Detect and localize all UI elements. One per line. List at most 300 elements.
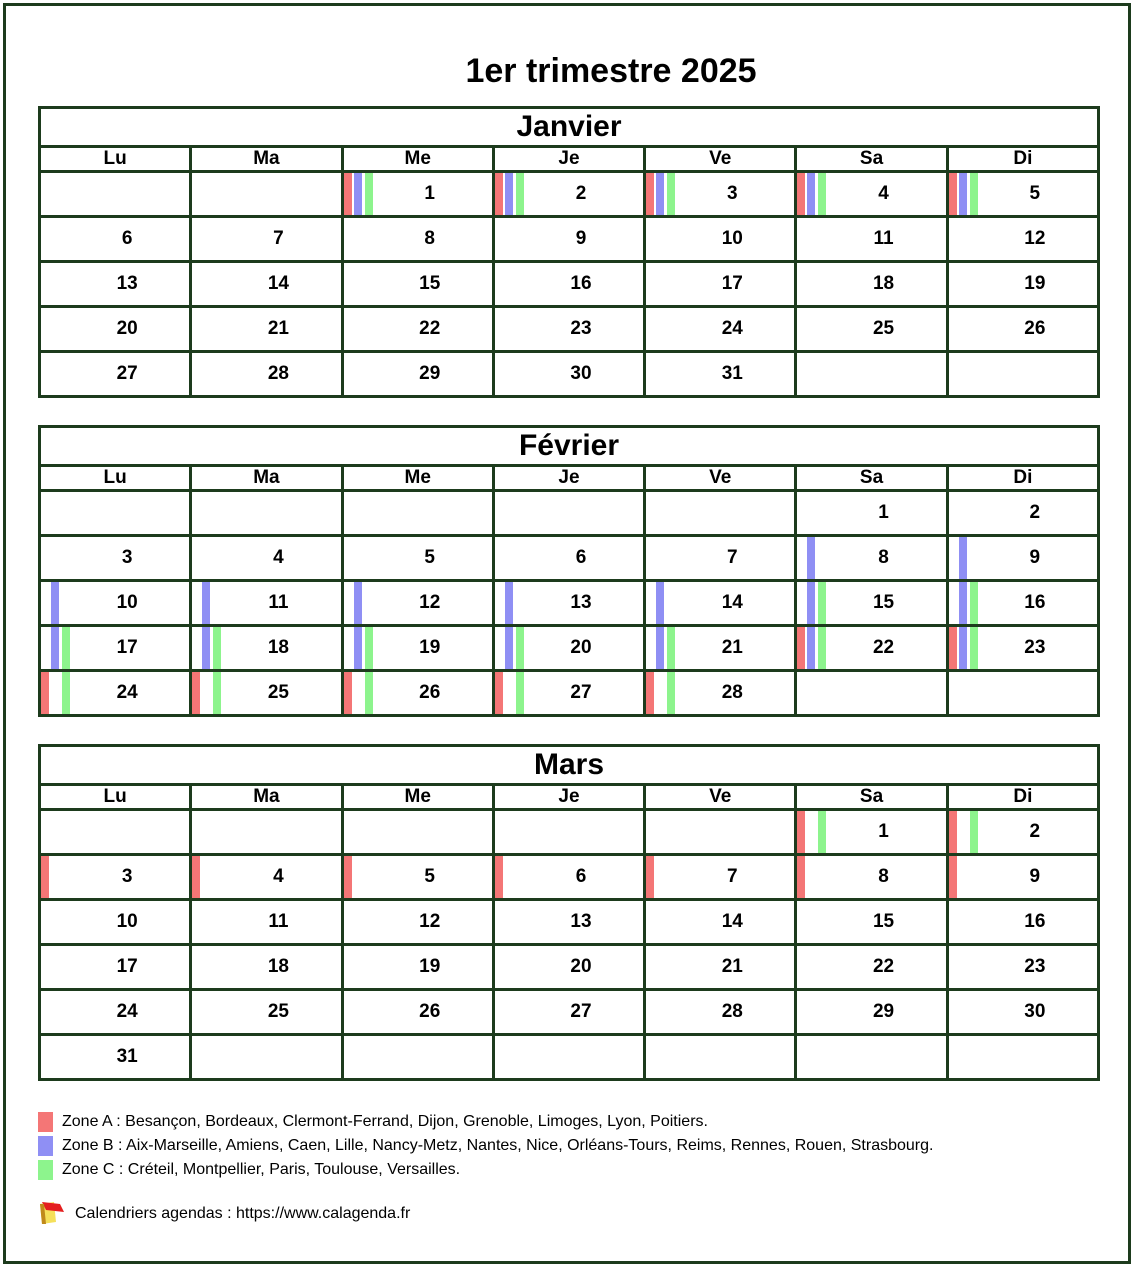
day-cell[interactable] (191, 307, 342, 352)
day-number: 31 (721, 363, 743, 384)
day-number: 5 (1029, 183, 1041, 204)
day-cell[interactable] (40, 945, 191, 990)
day-cell[interactable] (493, 900, 644, 945)
week-row (40, 536, 1099, 581)
day-cell[interactable] (645, 172, 796, 217)
week-row (40, 307, 1099, 352)
zone-a-holiday-bar (646, 173, 654, 215)
day-cell[interactable] (40, 581, 191, 626)
day-number: 18 (267, 956, 289, 977)
footer (38, 1200, 410, 1228)
day-cell[interactable] (796, 536, 947, 581)
day-number: 7 (726, 547, 738, 568)
zone-c-holiday-bar (62, 672, 70, 714)
day-number: 16 (570, 273, 592, 294)
zone-b-holiday-bar (959, 627, 967, 669)
day-number: 2 (1029, 821, 1041, 842)
day-number: 20 (570, 956, 592, 977)
day-cell (645, 491, 796, 536)
day-cell[interactable] (493, 536, 644, 581)
day-number: 7 (273, 228, 284, 249)
day-number: 9 (1029, 547, 1041, 568)
day-cell[interactable] (40, 671, 191, 716)
zone-c-holiday-bar (818, 582, 826, 624)
zone-a-holiday-bar (344, 173, 352, 215)
week-row (40, 491, 1099, 536)
day-cell[interactable] (947, 536, 1098, 581)
weekday-header: Me (342, 785, 493, 810)
day-cell (191, 1035, 342, 1080)
day-number: 21 (721, 637, 743, 658)
day-number: 15 (419, 273, 441, 294)
day-number: 9 (1029, 866, 1041, 887)
day-cell[interactable] (796, 626, 947, 671)
week-row (40, 352, 1099, 397)
day-cell[interactable] (947, 810, 1098, 855)
day-cell[interactable] (493, 581, 644, 626)
day-number: 4 (878, 183, 889, 204)
day-number: 14 (721, 911, 743, 932)
day-number: 1 (878, 502, 889, 523)
weekday-header: Ve (645, 147, 796, 172)
day-cell[interactable] (191, 581, 342, 626)
day-cell[interactable] (191, 626, 342, 671)
day-number: 17 (721, 273, 743, 294)
day-cell[interactable] (191, 671, 342, 716)
day-cell[interactable] (342, 307, 493, 352)
zone-c-holiday-bar (516, 173, 524, 215)
zone-a-holiday-bar (797, 811, 805, 853)
weekday-header: Ma (191, 785, 342, 810)
zone-a-holiday-bar (192, 856, 200, 898)
day-cell (947, 671, 1098, 716)
day-cell (191, 810, 342, 855)
week-row (40, 581, 1099, 626)
day-cell[interactable] (342, 352, 493, 397)
day-cell[interactable] (947, 217, 1098, 262)
week-row (40, 855, 1099, 900)
zone-legend (38, 1110, 933, 1182)
weekday-header: Di (947, 785, 1098, 810)
day-number (557, 502, 581, 523)
day-number: 18 (267, 637, 289, 658)
day-number: 13 (570, 911, 592, 932)
day-cell[interactable] (796, 307, 947, 352)
day-cell[interactable] (947, 581, 1098, 626)
zone-b-holiday-bar (505, 173, 513, 215)
zone-a-holiday-bar (192, 672, 200, 714)
day-cell (493, 810, 644, 855)
day-number (860, 363, 884, 384)
day-cell[interactable] (947, 262, 1098, 307)
day-number: 5 (424, 866, 435, 887)
day-cell (342, 491, 493, 536)
zone-b-holiday-bar (959, 537, 967, 579)
day-number: 16 (1024, 911, 1046, 932)
zone-a-holiday-bar (949, 811, 957, 853)
day-cell (493, 1035, 644, 1080)
day-cell[interactable] (645, 307, 796, 352)
week-row (40, 671, 1099, 716)
legend-text: Zone A : Besançon, Bordeaux, Clermont-Ferrand, Dijon, Grenoble, Limoges, Lyon, Poitiers. (62, 1113, 708, 1130)
day-number (103, 502, 127, 523)
week-row (40, 626, 1099, 671)
day-number: 17 (116, 637, 138, 658)
day-number: 27 (116, 363, 138, 384)
zone-c-holiday-bar (365, 627, 373, 669)
day-number: 16 (1024, 592, 1046, 613)
day-number (860, 682, 884, 703)
zone-c-holiday-bar (213, 627, 221, 669)
day-cell[interactable] (493, 671, 644, 716)
day-number: 1 (424, 183, 435, 204)
zone-b-holiday-bar (959, 582, 967, 624)
week-row (40, 900, 1099, 945)
day-cell (342, 1035, 493, 1080)
zone-c-holiday-bar (667, 173, 675, 215)
day-number: 3 (726, 183, 738, 204)
day-cell[interactable] (40, 900, 191, 945)
weekday-header: Lu (40, 147, 191, 172)
day-number: 4 (273, 866, 284, 887)
day-cell[interactable] (796, 491, 947, 536)
zone-c-holiday-bar (818, 627, 826, 669)
zone-a-holiday-bar (41, 856, 49, 898)
day-cell[interactable] (342, 217, 493, 262)
day-number: 8 (878, 547, 889, 568)
day-cell (947, 352, 1098, 397)
day-number (1011, 1046, 1035, 1067)
day-number (406, 502, 430, 523)
zone-c-holiday-bar (365, 672, 373, 714)
month-grid (38, 425, 1100, 717)
day-cell[interactable] (645, 671, 796, 716)
day-number: 10 (116, 911, 138, 932)
day-number: 6 (575, 866, 587, 887)
month-title: Janvier (40, 108, 1099, 147)
day-cell (493, 491, 644, 536)
day-cell[interactable] (342, 945, 493, 990)
zone-a-holiday-bar (797, 627, 805, 669)
day-number: 28 (721, 682, 743, 703)
day-cell[interactable] (342, 900, 493, 945)
day-cell[interactable] (645, 581, 796, 626)
day-number: 24 (116, 682, 138, 703)
day-cell[interactable] (796, 262, 947, 307)
day-number: 6 (575, 547, 587, 568)
day-cell[interactable] (645, 900, 796, 945)
day-cell[interactable] (947, 626, 1098, 671)
day-number: 25 (267, 1001, 289, 1022)
zone-c-holiday-bar (667, 627, 675, 669)
day-cell[interactable] (191, 855, 342, 900)
day-cell[interactable] (40, 536, 191, 581)
day-number: 12 (419, 592, 441, 613)
day-number (254, 502, 278, 523)
day-number: 20 (116, 318, 138, 339)
zone-a-holiday-bar (949, 856, 957, 898)
day-cell[interactable] (645, 855, 796, 900)
day-number: 23 (1024, 637, 1046, 658)
day-cell[interactable] (796, 581, 947, 626)
zone-c-holiday-bar (818, 173, 826, 215)
day-cell[interactable] (40, 990, 191, 1035)
footer-text[interactable]: Calendriers agendas : https://www.calagenda.fr (75, 1205, 411, 1222)
day-number (557, 1046, 581, 1067)
day-cell[interactable] (493, 262, 644, 307)
zone-b-holiday-bar (807, 582, 815, 624)
day-cell[interactable] (342, 671, 493, 716)
day-number: 11 (268, 911, 289, 932)
day-cell[interactable] (645, 217, 796, 262)
day-number: 19 (1024, 273, 1046, 294)
month-2 (38, 744, 1100, 1081)
weekday-header: Ma (191, 147, 342, 172)
day-number: 6 (121, 228, 133, 249)
day-cell[interactable] (645, 945, 796, 990)
day-number: 29 (419, 363, 441, 384)
day-number: 30 (570, 363, 592, 384)
day-number: 25 (267, 682, 289, 703)
zone-a-holiday-bar (495, 672, 503, 714)
weekday-header: Je (493, 147, 644, 172)
day-cell[interactable] (191, 990, 342, 1035)
day-cell[interactable] (191, 352, 342, 397)
zone-a-holiday-bar (41, 672, 49, 714)
day-cell[interactable] (342, 536, 493, 581)
month-title: Mars (40, 746, 1099, 785)
day-cell[interactable] (947, 172, 1098, 217)
day-number: 12 (419, 911, 441, 932)
legend-text: Zone C : Créteil, Montpellier, Paris, Toulouse, Versailles. (62, 1161, 461, 1178)
day-cell[interactable] (40, 262, 191, 307)
day-cell[interactable] (947, 855, 1098, 900)
month-grid (38, 106, 1100, 398)
weekday-header: Je (493, 785, 644, 810)
zone-a-holiday-bar (646, 856, 654, 898)
zone-a-swatch (38, 1112, 53, 1132)
day-number: 26 (1024, 318, 1046, 339)
day-number (254, 183, 278, 204)
day-cell[interactable] (645, 262, 796, 307)
week-row (40, 217, 1099, 262)
day-number: 14 (267, 273, 289, 294)
zone-b-holiday-bar (807, 627, 815, 669)
legend-row-zone-b (38, 1134, 933, 1158)
zone-c-holiday-bar (62, 627, 70, 669)
day-cell (40, 810, 191, 855)
day-number (254, 1046, 278, 1067)
weekday-header: Di (947, 466, 1098, 491)
day-cell[interactable] (796, 945, 947, 990)
day-cell[interactable] (342, 626, 493, 671)
day-number: 19 (419, 956, 441, 977)
day-cell (191, 172, 342, 217)
day-cell[interactable] (796, 855, 947, 900)
zone-b-holiday-bar (202, 582, 210, 624)
day-cell[interactable] (493, 626, 644, 671)
day-number: 18 (872, 273, 895, 294)
day-number: 9 (575, 228, 587, 249)
day-number: 19 (419, 637, 441, 658)
day-number: 26 (419, 682, 441, 703)
day-number (406, 1046, 430, 1067)
month-grid (38, 744, 1100, 1081)
day-cell[interactable] (645, 352, 796, 397)
day-cell[interactable] (947, 491, 1098, 536)
day-number: 22 (872, 956, 895, 977)
day-number (708, 502, 732, 523)
day-cell[interactable] (493, 855, 644, 900)
day-number (103, 821, 127, 842)
day-number: 31 (116, 1046, 138, 1067)
legend-row-zone-c (38, 1158, 933, 1182)
day-cell[interactable] (796, 900, 947, 945)
zone-c-holiday-bar (970, 811, 978, 853)
day-number: 27 (570, 1001, 592, 1022)
day-cell[interactable] (947, 307, 1098, 352)
day-number (708, 821, 732, 842)
day-number: 30 (1024, 1001, 1046, 1022)
day-cell (40, 172, 191, 217)
zone-b-holiday-bar (505, 582, 513, 624)
zone-a-holiday-bar (344, 856, 352, 898)
zone-b-holiday-bar (656, 173, 664, 215)
day-cell[interactable] (342, 581, 493, 626)
day-number (1011, 363, 1035, 384)
day-cell[interactable] (342, 262, 493, 307)
day-cell[interactable] (645, 990, 796, 1035)
zone-c-holiday-bar (970, 582, 978, 624)
day-number (254, 821, 278, 842)
zone-c-holiday-bar (516, 672, 524, 714)
zone-a-holiday-bar (797, 173, 805, 215)
zone-b-holiday-bar (959, 173, 967, 215)
day-cell[interactable] (191, 217, 342, 262)
day-cell[interactable] (342, 172, 493, 217)
day-cell[interactable] (40, 217, 191, 262)
day-cell[interactable] (645, 536, 796, 581)
day-cell (40, 491, 191, 536)
day-cell[interactable] (342, 855, 493, 900)
day-number: 26 (419, 1001, 441, 1022)
weekday-header: Je (493, 466, 644, 491)
day-number (406, 821, 430, 842)
day-number: 24 (116, 1001, 138, 1022)
day-cell[interactable] (493, 217, 644, 262)
legend-text: Zone B : Aix-Marseille, Amiens, Caen, Lille, Nancy-Metz, Nantes, Nice, Orléans-Tours, Reims, Rennes, Rouen, Strasbourg. (62, 1137, 934, 1154)
day-cell[interactable] (645, 626, 796, 671)
day-number (860, 1046, 884, 1067)
day-number (557, 821, 581, 842)
day-number: 5 (424, 547, 435, 568)
weekday-header: Di (947, 147, 1098, 172)
day-cell[interactable] (191, 900, 342, 945)
day-cell[interactable] (40, 352, 191, 397)
week-row (40, 810, 1099, 855)
day-cell[interactable] (493, 990, 644, 1035)
day-cell[interactable] (40, 626, 191, 671)
day-cell[interactable] (947, 900, 1098, 945)
day-cell[interactable] (191, 262, 342, 307)
month-1 (38, 425, 1100, 717)
day-cell[interactable] (947, 945, 1098, 990)
weekday-header: Lu (40, 785, 191, 810)
weekday-header: Sa (796, 147, 947, 172)
day-cell[interactable] (191, 536, 342, 581)
week-row (40, 262, 1099, 307)
day-cell[interactable] (342, 990, 493, 1035)
day-cell (947, 1035, 1098, 1080)
day-cell[interactable] (796, 217, 947, 262)
day-number: 11 (873, 228, 894, 249)
day-number (103, 183, 127, 204)
zone-c-holiday-bar (365, 173, 373, 215)
weekday-header: Ve (645, 785, 796, 810)
day-number: 4 (273, 547, 284, 568)
day-number: 15 (872, 592, 895, 613)
day-number: 23 (1024, 956, 1046, 977)
day-cell[interactable] (947, 990, 1098, 1035)
day-cell[interactable] (493, 352, 644, 397)
day-cell[interactable] (493, 945, 644, 990)
zone-b-holiday-bar (354, 173, 362, 215)
day-cell[interactable] (40, 1035, 191, 1080)
day-cell[interactable] (493, 307, 644, 352)
day-cell (796, 671, 947, 716)
day-cell (191, 491, 342, 536)
zone-b-holiday-bar (354, 627, 362, 669)
day-number: 29 (872, 1001, 895, 1022)
day-cell[interactable] (796, 172, 947, 217)
day-cell[interactable] (796, 810, 947, 855)
zone-a-holiday-bar (495, 173, 503, 215)
day-cell[interactable] (40, 307, 191, 352)
day-number: 1 (878, 821, 889, 842)
zone-b-swatch (38, 1136, 53, 1156)
week-row (40, 945, 1099, 990)
day-number (708, 1046, 732, 1067)
day-cell[interactable] (493, 172, 644, 217)
day-cell (342, 810, 493, 855)
day-cell[interactable] (796, 990, 947, 1035)
day-number: 3 (121, 866, 133, 887)
day-cell[interactable] (40, 855, 191, 900)
day-number: 15 (872, 911, 895, 932)
day-number: 22 (419, 318, 441, 339)
zone-a-holiday-bar (646, 672, 654, 714)
zone-c-holiday-bar (970, 627, 978, 669)
day-number: 11 (268, 592, 289, 613)
zone-b-holiday-bar (51, 582, 59, 624)
day-number: 23 (570, 318, 592, 339)
day-number: 25 (872, 318, 895, 339)
weekday-header: Sa (796, 466, 947, 491)
day-number: 12 (1024, 228, 1046, 249)
day-number: 2 (575, 183, 587, 204)
day-cell (645, 810, 796, 855)
month-title: Février (40, 427, 1099, 466)
zone-c-holiday-bar (970, 173, 978, 215)
day-number: 21 (721, 956, 743, 977)
weekday-header: Sa (796, 785, 947, 810)
day-cell[interactable] (191, 945, 342, 990)
zone-b-holiday-bar (354, 582, 362, 624)
day-number: 8 (424, 228, 435, 249)
zone-b-holiday-bar (202, 627, 210, 669)
day-number: 27 (570, 682, 592, 703)
zone-a-holiday-bar (949, 173, 957, 215)
